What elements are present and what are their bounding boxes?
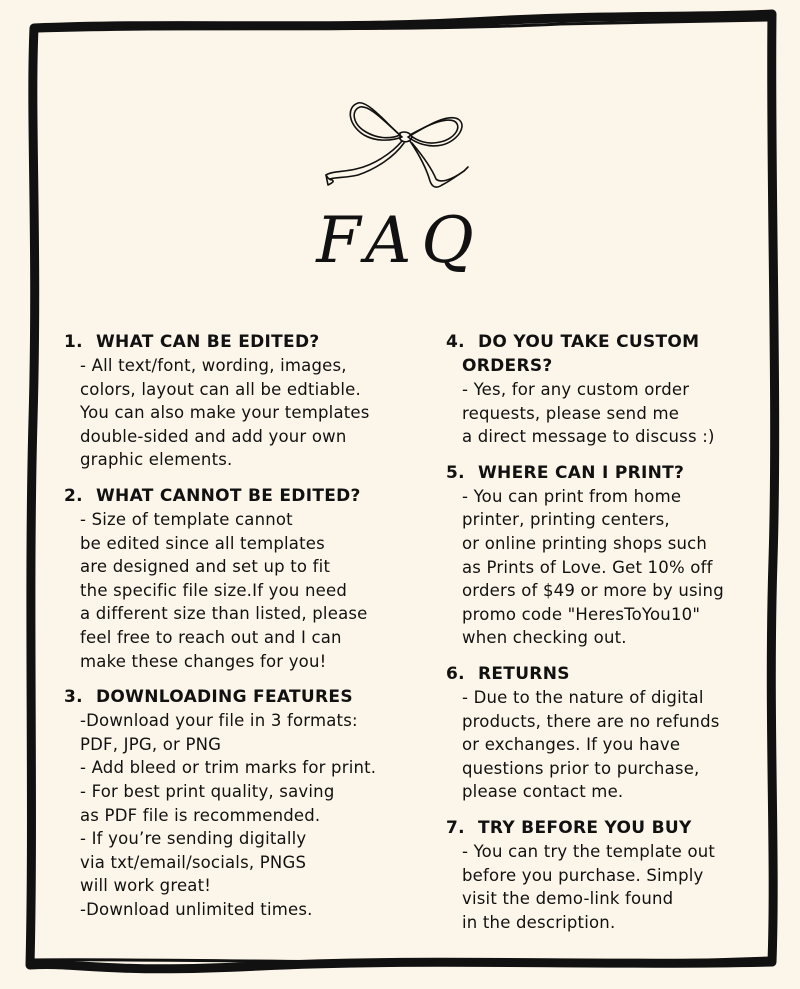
answer-line: - Size of template cannot <box>80 509 293 529</box>
answer-line: feel free to reach out and I can <box>80 627 342 647</box>
faq-item-3 <box>64 685 409 921</box>
ribbon-bow-icon <box>318 95 478 195</box>
answer-line: the specific file size.If you need <box>80 580 348 600</box>
answer-line: or online printing shops such <box>462 533 708 553</box>
faq-answer <box>64 508 409 673</box>
question-text: DOWNLOADING FEATURES <box>96 687 353 708</box>
answer-line: promo code "HeresToYou10" <box>462 604 701 624</box>
question-text-continued: ORDERS? <box>462 356 553 376</box>
question-text: WHAT CANNOT BE EDITED? <box>96 485 361 506</box>
answer-line: are designed and set up to fit <box>80 557 331 577</box>
answer-line: - You can try the template out <box>462 841 716 861</box>
answer-line: double-sided and add your own <box>80 426 347 446</box>
faq-answer <box>446 378 766 449</box>
faq-question <box>446 662 766 686</box>
answer-line: or exchanges. If you have <box>462 735 681 755</box>
answer-line: orders of $49 or more by using <box>462 581 724 601</box>
answer-line: as PDF file is recommended. <box>80 805 321 825</box>
question-number: 7. <box>446 817 465 838</box>
answer-line: visit the demo-link found <box>462 889 674 909</box>
answer-line: will work great! <box>80 876 212 896</box>
faq-item-1 <box>64 330 409 472</box>
question-text: WHAT CAN BE EDITED? <box>96 332 320 352</box>
answer-line: before you purchase. Simply <box>462 865 704 885</box>
answer-line: a direct message to discuss :) <box>462 427 715 447</box>
faq-question <box>64 685 409 709</box>
answer-line: when checking out. <box>462 628 627 648</box>
faq-item-2 <box>64 484 409 673</box>
answer-line: as Prints of Love. Get 10% off <box>462 557 713 577</box>
question-number: 3. <box>64 687 83 708</box>
answer-line: PDF, JPG, or PNG <box>80 734 222 754</box>
question-text: DO YOU TAKE CUSTOM <box>478 332 700 352</box>
answer-line: - You can print from home <box>462 486 682 506</box>
answer-line: graphic elements. <box>80 450 233 470</box>
answer-line: -Download unlimited times. <box>80 899 313 919</box>
faq-answer <box>446 840 766 934</box>
faq-left-column <box>64 330 409 933</box>
answer-line: - All text/font, wording, images, <box>80 356 347 375</box>
faq-question <box>64 330 409 354</box>
answer-line: a different size than listed, please <box>80 604 368 624</box>
question-text: TRY BEFORE YOU BUY <box>478 817 692 838</box>
answer-line: -Download your file in 3 formats: <box>80 711 358 731</box>
answer-line: via txt/email/socials, PNGS <box>80 852 307 872</box>
question-text: RETURNS <box>478 663 570 684</box>
answer-line: requests, please send me <box>462 403 680 423</box>
faq-question <box>64 484 409 508</box>
faq-answer <box>446 686 766 804</box>
faq-question <box>446 330 766 378</box>
answer-line: - For best print quality, saving <box>80 781 335 801</box>
answer-line: - Yes, for any custom order <box>462 380 690 399</box>
faq-question <box>446 816 766 840</box>
answer-line: be edited since all templates <box>80 533 325 553</box>
answer-line: in the description. <box>462 912 616 932</box>
page-title <box>0 200 800 280</box>
faq-answer <box>64 709 409 921</box>
answer-line: - Due to the nature of digital <box>462 687 704 707</box>
faq-title: FAQ <box>316 204 484 278</box>
faq-item-5 <box>446 461 766 650</box>
answer-line: You can also make your templates <box>80 403 370 423</box>
question-number: 6. <box>446 663 465 684</box>
answer-line: please contact me. <box>462 782 624 802</box>
question-number: 2. <box>64 485 83 506</box>
answer-line: - If you’re sending digitally <box>80 829 307 849</box>
answer-line: questions prior to purchase, <box>462 758 700 778</box>
answer-line: colors, layout can all be edtiable. <box>80 379 361 399</box>
question-text: WHERE CAN I PRINT? <box>478 462 685 483</box>
faq-item-6 <box>446 662 766 804</box>
answer-line: products, there are no refunds <box>462 711 720 731</box>
answer-line: printer, printing centers, <box>462 510 670 530</box>
question-number: 4. <box>446 332 465 352</box>
answer-line: make these changes for you! <box>80 651 327 671</box>
faq-answer <box>446 485 766 650</box>
question-number: 1. <box>64 332 83 352</box>
faq-right-column <box>446 330 766 946</box>
faq-question <box>446 461 766 485</box>
answer-line: - Add bleed or trim marks for print. <box>80 758 377 778</box>
question-number: 5. <box>446 462 465 483</box>
faq-item-7 <box>446 816 766 934</box>
faq-answer <box>64 354 409 472</box>
faq-item-4 <box>446 330 766 449</box>
